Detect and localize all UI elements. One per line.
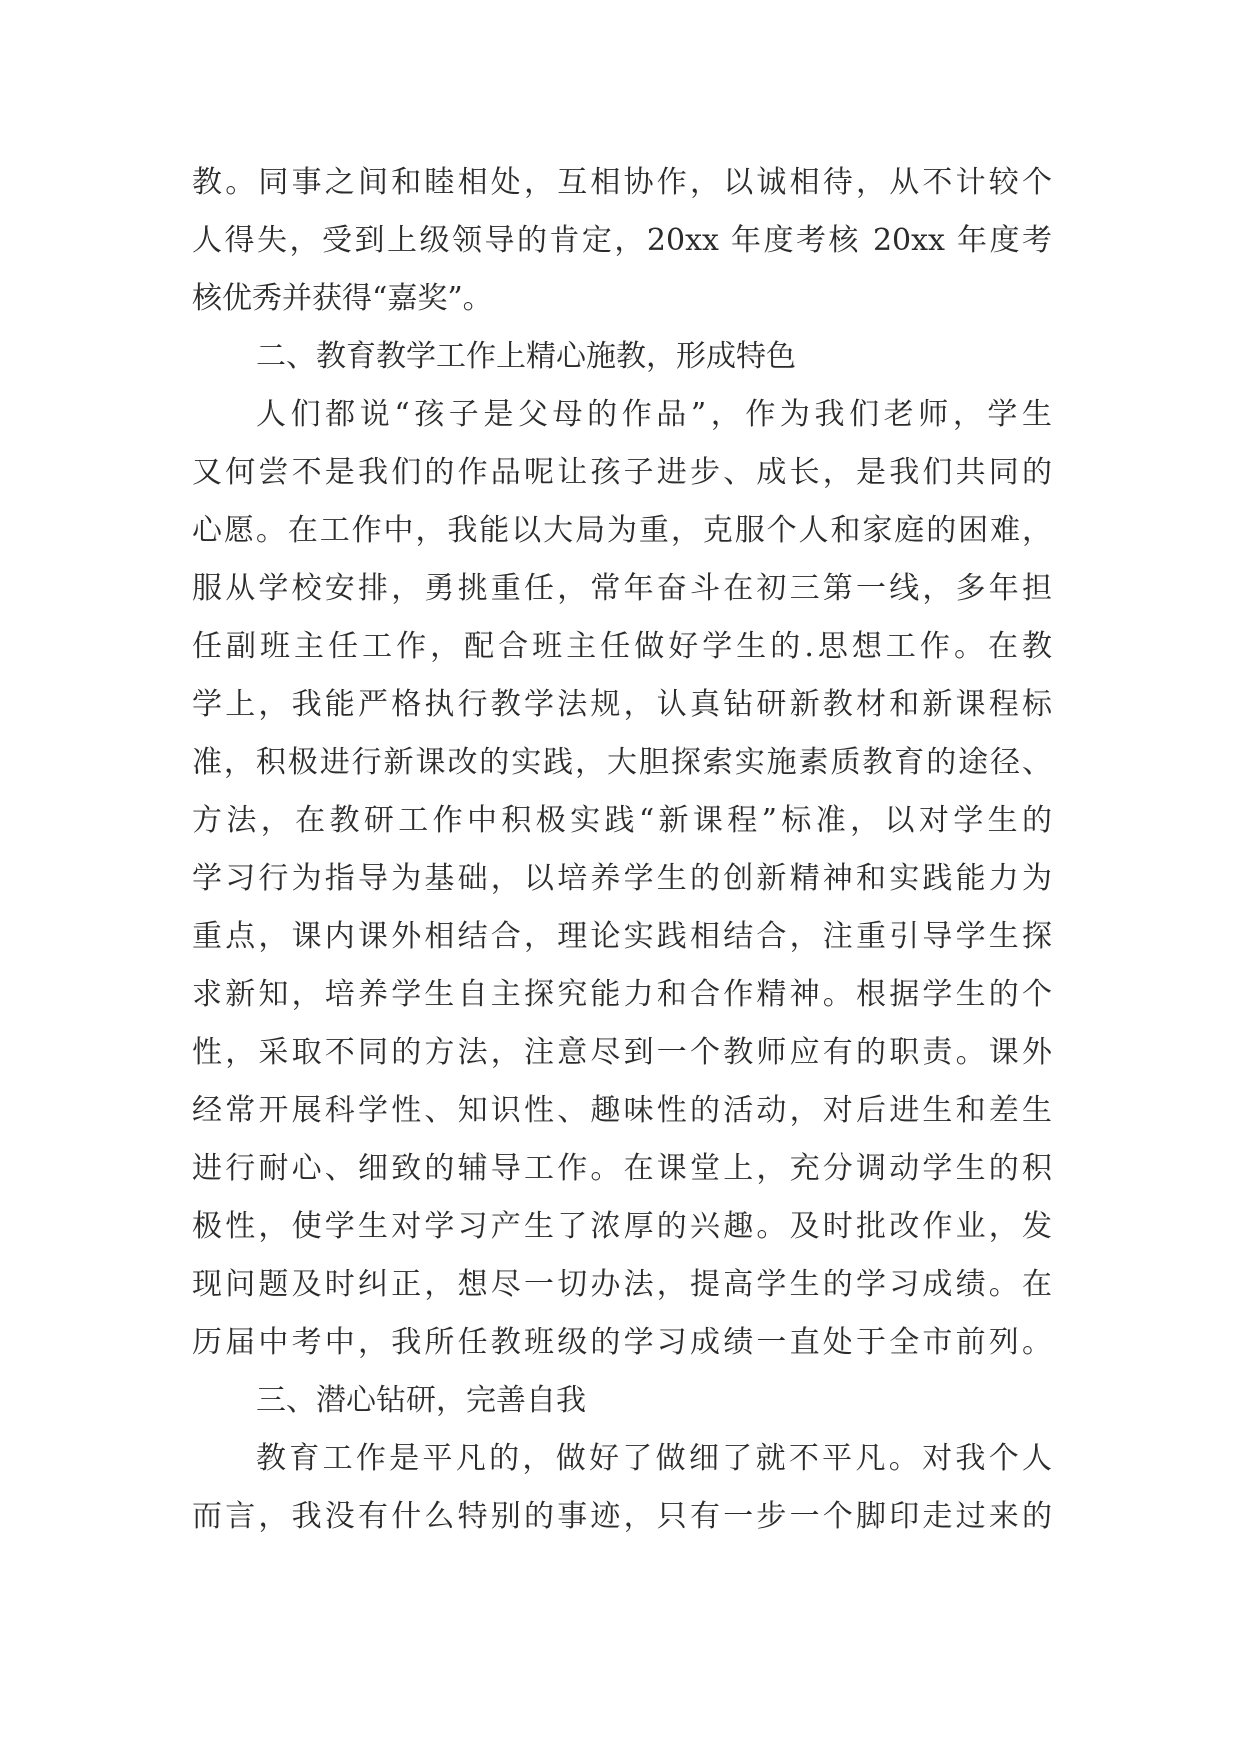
text-line: 核优秀并获得“嘉奖”。 bbox=[192, 281, 493, 316]
text-line: 教育工作是平凡的，做好了做细了就不平凡。对我个人 bbox=[256, 1441, 1052, 1476]
text-line: 人得失，受到上级领导的肯定，20xx 年度考核 20xx 年度考 bbox=[192, 223, 1052, 258]
text-line: 教。同事之间和睦相处，互相协作，以诚相待，从不计较个 bbox=[192, 165, 1052, 200]
text-line: 又何尝不是我们的作品呢让孩子进步、成长，是我们共同的 bbox=[192, 455, 1052, 490]
text-line: 心愿。在工作中，我能以大局为重，克服个人和家庭的困难， bbox=[192, 513, 1052, 548]
text-line: 求新知，培养学生自主探究能力和合作精神。根据学生的个 bbox=[192, 977, 1052, 1012]
text-line: 人们都说“孩子是父母的作品”，作为我们老师，学生 bbox=[256, 397, 1052, 432]
text-line: 现问题及时纠正，想尽一切办法，提高学生的学习成绩。在 bbox=[192, 1267, 1052, 1302]
text-line: 极性，使学生对学习产生了浓厚的兴趣。及时批改作业，发 bbox=[192, 1209, 1052, 1244]
text-line: 而言，我没有什么特别的事迹，只有一步一个脚印走过来的 bbox=[192, 1499, 1052, 1534]
text-line: 进行耐心、细致的辅导工作。在课堂上，充分调动学生的积 bbox=[192, 1151, 1052, 1186]
text-line: 历届中考中，我所任教班级的学习成绩一直处于全市前列。 bbox=[192, 1325, 1052, 1360]
text-line: 学上，我能严格执行教学法规，认真钻研新教材和新课程标 bbox=[192, 687, 1052, 722]
section-heading: 二、教育教学工作上精心施教，形成特色 bbox=[256, 339, 796, 374]
text-line: 学习行为指导为基础，以培养学生的创新精神和实践能力为 bbox=[192, 861, 1052, 896]
text-line: 重点，课内课外相结合，理论实践相结合，注重引导学生探 bbox=[192, 919, 1052, 954]
text-line: 经常开展科学性、知识性、趣味性的活动，对后进生和差生 bbox=[192, 1093, 1052, 1128]
text-line: 准，积极进行新课改的实践，大胆探索实施素质教育的途径、 bbox=[192, 745, 1052, 780]
section-heading: 三、潜心钻研，完善自我 bbox=[256, 1383, 586, 1418]
text-line: 性，采取不同的方法，注意尽到一个教师应有的职责。课外 bbox=[192, 1035, 1052, 1070]
text-line: 方法，在教研工作中积极实践“新课程”标准，以对学生的 bbox=[192, 803, 1052, 838]
text-line: 任副班主任工作，配合班主任做好学生的.思想工作。在教 bbox=[192, 629, 1052, 664]
text-line: 服从学校安排，勇挑重任，常年奋斗在初三第一线，多年担 bbox=[192, 571, 1052, 606]
document-body bbox=[192, 154, 1052, 1546]
